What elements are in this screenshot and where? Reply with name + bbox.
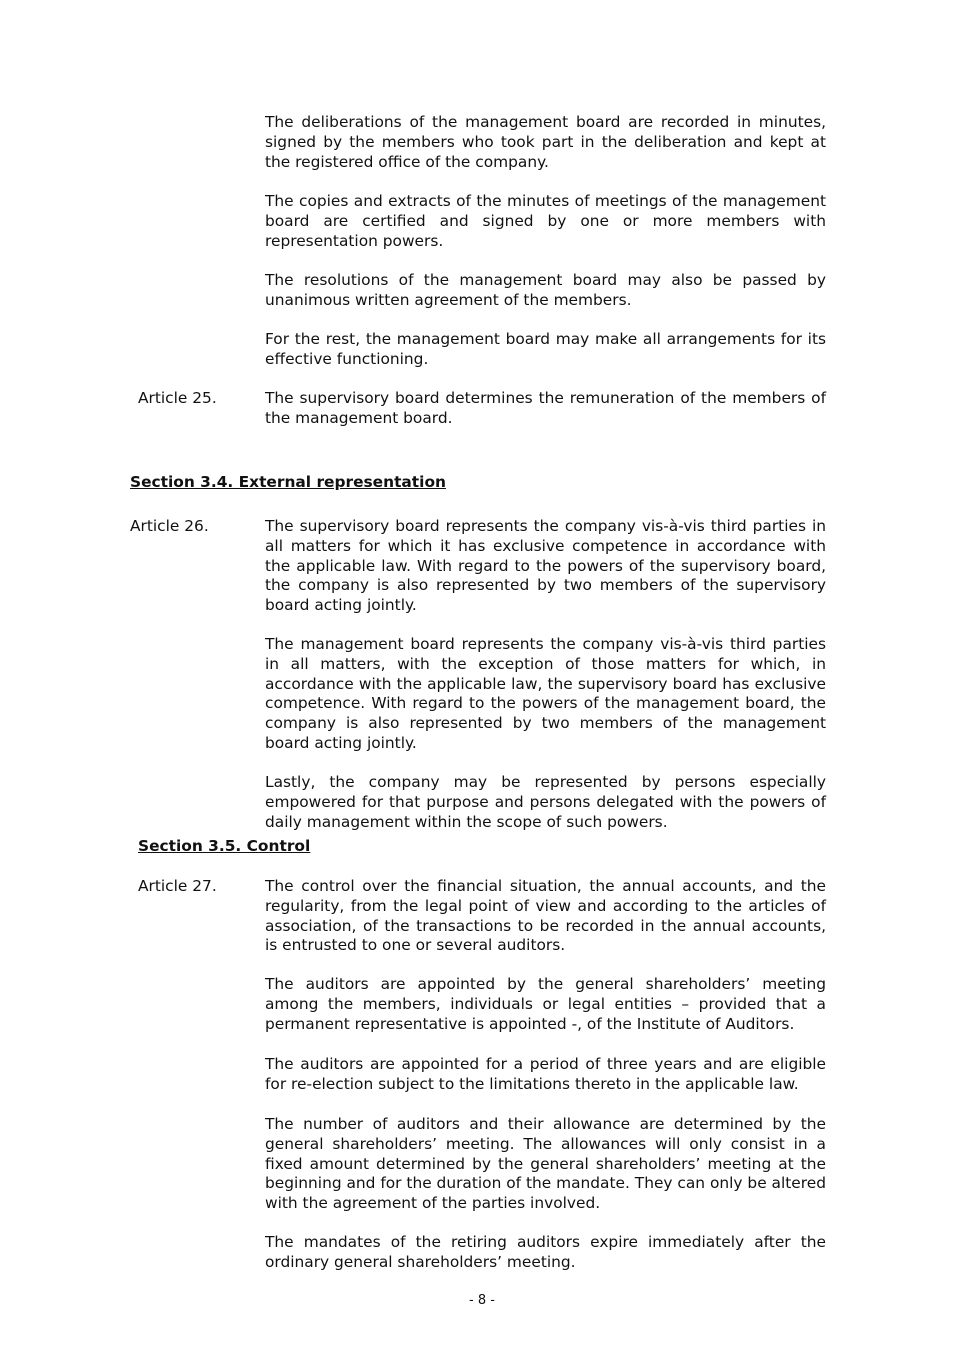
article-27-paragraph-1: The control over the financial situation, the annual accounts, and the regularity, from the legal point of view and according to the articles of association, of the transactions to be recorded in the annual accounts, is entrusted to one or several auditors. [265,877,826,955]
section-3-5-heading: Section 3.5. Control [138,837,311,855]
article-25-label: Article 25. [138,389,217,407]
paragraph-written-resolutions: The resolutions of the management board may also be passed by unanimous written agreement of the members. [265,271,826,309]
paragraph-minutes-copies: The copies and extracts of the minutes of meetings of the management board are certified and signed by one or more members with representation powers. [265,192,826,250]
article-27-paragraph-2: The auditors are appointed by the general shareholders’ meeting among the members, individuals or legal entities – provided that a permanent representative is appointed -, of the Institute of Auditors. [265,975,826,1033]
article-26-paragraph-1: The supervisory board represents the company vis-à-vis third parties in all matters for which it has exclusive competence in accordance with the applicable law. With regard to the powers of the supervisory board, the company is also represented by two members of the supervisory board acting jointly. [265,517,826,615]
article-27-paragraph-3: The auditors are appointed for a period of three years and are eligible for re-election subject to the limitations thereto in the applicable law. [265,1055,826,1093]
article-26-label: Article 26. [130,517,209,535]
article-25-text: The supervisory board determines the remuneration of the members of the management board. [265,389,826,427]
article-27-paragraph-4: The number of auditors and their allowance are determined by the general shareholders’ meeting. The allowances will only consist in a fixed amount determined by the general shareholders’ meeting at the beginning and for the duration of the mandate. They can only be altered with the agreement of the parties involved. [265,1115,826,1213]
paragraph-minutes-recorded: The deliberations of the management board are recorded in minutes, signed by the members who took part in the deliberation and kept at the registered office of the company. [265,113,826,171]
paragraph-arrangements: For the rest, the management board may make all arrangements for its effective functioning. [265,330,826,368]
page-number: - 8 - [469,1293,495,1308]
article-27-label: Article 27. [138,877,217,895]
article-27-paragraph-5: The mandates of the retiring auditors expire immediately after the ordinary general shareholders’ meeting. [265,1233,826,1271]
section-3-4-heading: Section 3.4. External representation [130,473,446,491]
article-26-paragraph-2: The management board represents the company vis-à-vis third parties in all matters, with the exception of those matters for which, in accordance with the applicable law, the supervisory board has exclusive competence. With regard to the powers of the management board, the company is also represented by two members of the management board acting jointly. [265,635,826,752]
article-26-paragraph-3: Lastly, the company may be represented by persons especially empowered for that purpose and persons delegated with the powers of daily management within the scope of such powers. [265,773,826,831]
